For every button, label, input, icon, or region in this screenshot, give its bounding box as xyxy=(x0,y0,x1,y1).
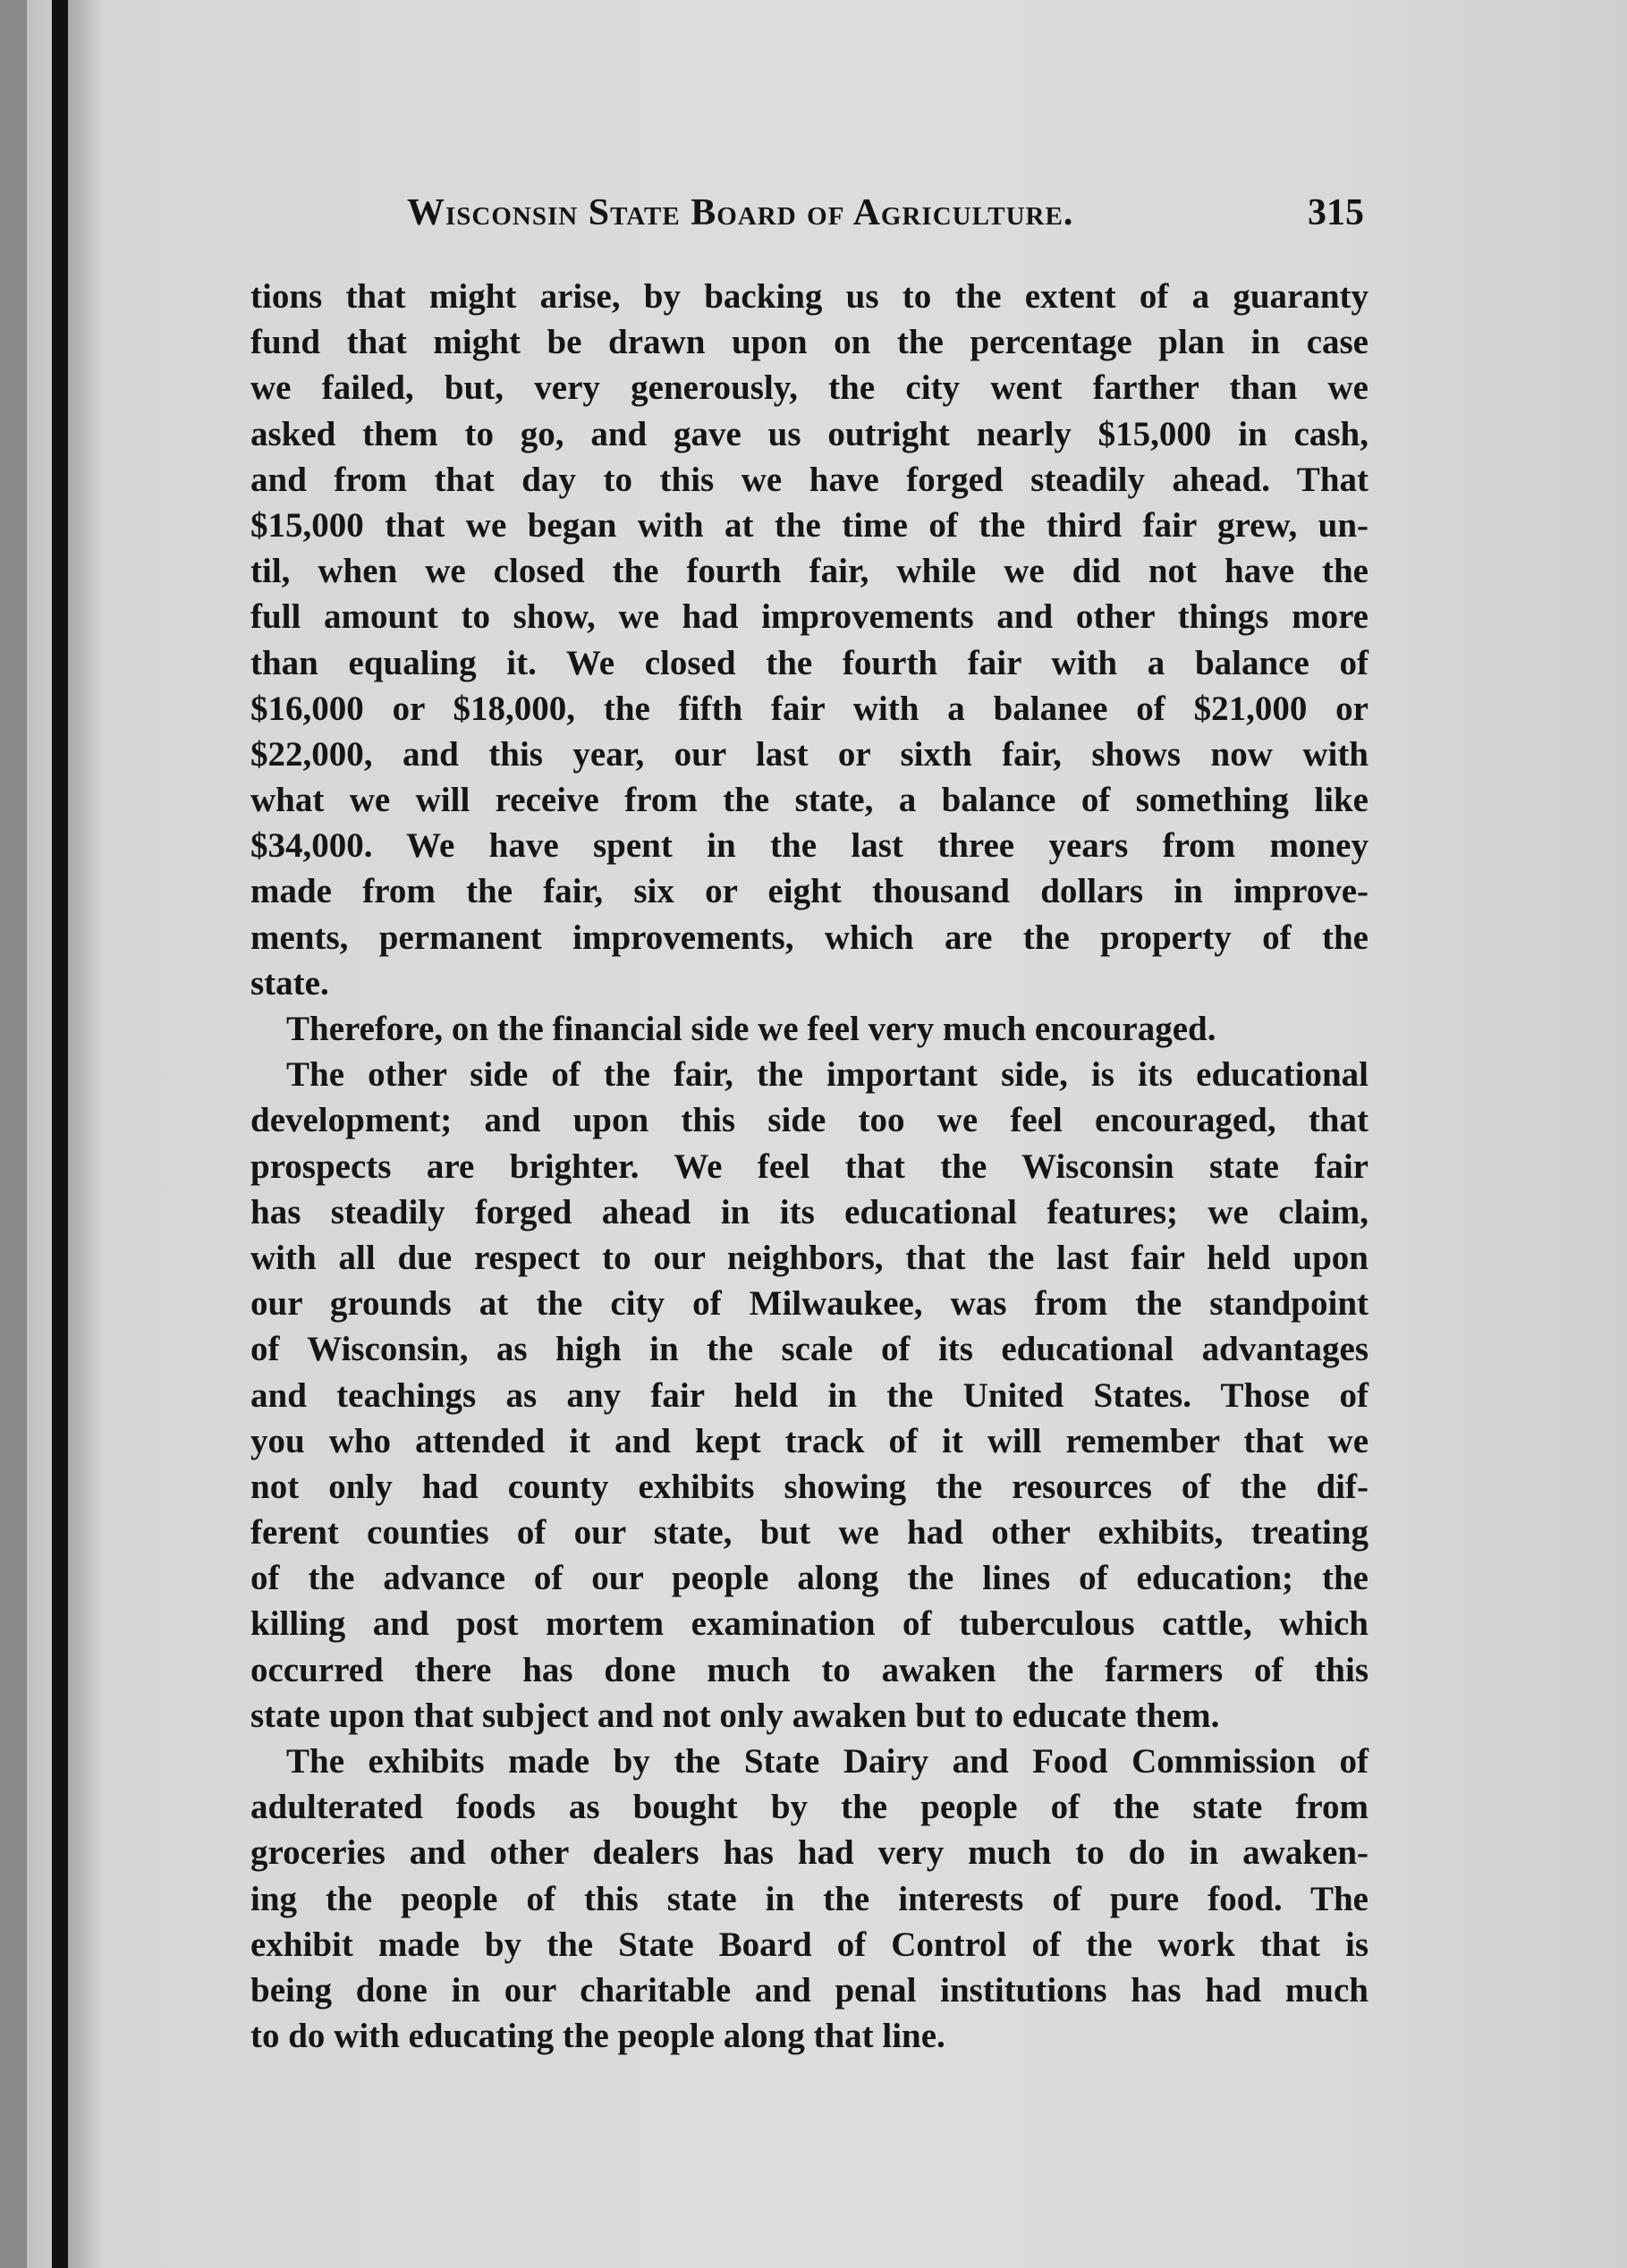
text-line: and teachings as any fair held in the United States. Those of xyxy=(250,1375,1369,1415)
text-line: not only had county exhibits showing the resources of the dif- xyxy=(250,1467,1369,1506)
page-number: 315 xyxy=(1308,192,1364,233)
text-line: tions that might arise, by backing us to the extent of a guaranty xyxy=(250,277,1369,316)
text-line: full amount to show, we had improvements and other things more xyxy=(250,597,1369,637)
text-line: $16,000 or $18,000, the fifth fair with a balanee of $21,000 or xyxy=(250,689,1369,728)
text-line: you who attended it and kept track of it will remember that we xyxy=(250,1421,1369,1460)
text-line: what we will receive from the state, a balance of something like xyxy=(250,781,1369,820)
text-line: we failed, but, very generously, the city went farther than we xyxy=(250,368,1369,408)
text-line: development; and upon this side too we feel encouraged, that xyxy=(250,1101,1369,1140)
text-line: and from that day to this we have forged steadily ahead. That xyxy=(250,460,1369,499)
running-head-title: Wisconsin State Board of Agriculture. xyxy=(407,192,1074,233)
text-line: being done in our charitable and penal institutions has had much xyxy=(250,1970,1369,2010)
text-line: adulterated foods as bought by the people of the state from xyxy=(250,1788,1369,1827)
text-line: $15,000 that we began with at the time of the third fair grew, un- xyxy=(250,505,1369,545)
text-line: killing and post mortem examination of tuberculous cattle, which xyxy=(250,1604,1369,1644)
text-line: $34,000. We have spent in the last three years from money xyxy=(250,826,1369,866)
text-line: of Wisconsin, as high in the scale of its educational advantages xyxy=(250,1330,1369,1369)
text-line: groceries and other dealers has had very much to do in awaken- xyxy=(250,1833,1369,1873)
text-line: til, when we closed the fourth fair, while we did not have the xyxy=(250,552,1369,591)
text-line: our grounds at the city of Milwaukee, was from the standpoint xyxy=(250,1284,1369,1324)
book-spine-edge xyxy=(52,0,68,2268)
text-line: state. xyxy=(250,963,329,1003)
text-line: prospects are brighter. We feel that the Wisconsin state fair xyxy=(250,1147,1369,1186)
text-line: The other side of the fair, the important side, is its educational xyxy=(286,1055,1369,1095)
text-line: The exhibits made by the State Dairy and Food Commission of xyxy=(286,1742,1369,1781)
text-line: ferent counties of our state, but we had other exhibits, treating xyxy=(250,1513,1369,1553)
text-line: fund that might be drawn upon on the percentage plan in case xyxy=(250,323,1369,362)
text-line: than equaling it. We closed the fourth fair with a balance of xyxy=(250,643,1369,682)
running-head xyxy=(407,191,1364,245)
text-line: to do with educating the people along that line. xyxy=(250,2017,945,2056)
text-line: exhibit made by the State Board of Control of the work that is xyxy=(250,1925,1369,1964)
binding-shadow xyxy=(0,0,27,2268)
text-line: asked them to go, and gave us outright nearly $15,000 in cash, xyxy=(250,414,1369,453)
text-line: made from the fair, six or eight thousand dollars in improve- xyxy=(250,872,1369,911)
text-line: ing the people of this state in the interests of pure food. The xyxy=(250,1879,1369,1918)
text-line: occurred there has done much to awaken the farmers of this xyxy=(250,1650,1369,1689)
text-line: ments, permanent improvements, which are the property of the xyxy=(250,918,1369,957)
text-line: with all due respect to our neighbors, that the last fair held upon xyxy=(250,1238,1369,1277)
text-line: $22,000, and this year, our last or sixth fair, shows now with xyxy=(250,734,1369,774)
gutter-shadow xyxy=(68,0,104,2268)
body-text xyxy=(250,274,1369,2059)
text-line: Therefore, on the financial side we feel very much encouraged. xyxy=(286,1010,1216,1048)
text-line: state upon that subject and not only awaken but to educate them. xyxy=(250,1696,1220,1735)
text-line: of the advance of our people along the lines of education; the xyxy=(250,1559,1369,1598)
text-line: has steadily forged ahead in its educational features; we claim, xyxy=(250,1192,1369,1231)
